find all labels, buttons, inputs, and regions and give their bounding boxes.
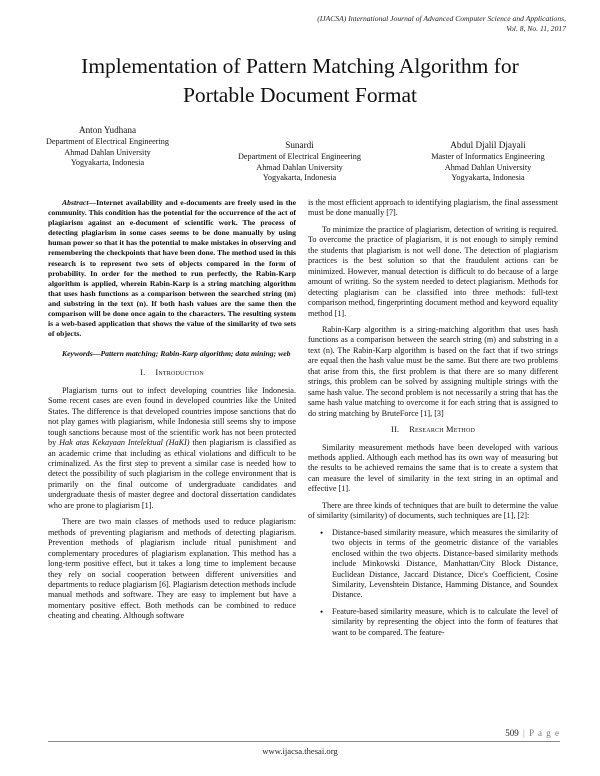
section-title: Introduction — [155, 368, 204, 378]
page-word: P a g e — [529, 728, 560, 738]
author-department: Department of Electrical Engineering — [238, 152, 361, 162]
author-department: Master of Informatics Engineering — [431, 152, 545, 162]
section-heading-research-method — [308, 425, 558, 435]
title-line-2: Portable Document Format — [182, 83, 418, 107]
method-paragraph-2: There are three kinds of techniques that are built to determine the value of similarity (similarity) of documents, such techniques are [1], [2]: — [308, 500, 558, 521]
left-column — [48, 198, 296, 628]
journal-volume: Vol. 8, No. 11, 2017 — [506, 24, 566, 33]
text-run: Plagiarism turns out to infect developing countries like Indonesia. Some recent cases are even found in developed countries like the United States. The difference is that developed countries impose sanctions that do not play games with plagiarism, while Indonesia still seems shy to impose tough sanctions because most of the scientific work has not been protected by — [48, 385, 296, 448]
intro-paragraph-4: To minimize the practice of plagiarism, detection of writing is required. To overcome the practice of plagiarism, it is not enough to simply remind the students that plagiarism is not well done. The detection of plagiarism practices is the best solution so that the fraudulent actions can be minimized. However, manual detection is difficult to do because of a large amount of writing. So the system needed to detect plagiarism. Methods for detecting plagiarism can be classified into three methods: full-text comparison method, fingerprinting document method and keyword equality method [1]. — [308, 224, 558, 318]
keywords-label: Keywords — [62, 349, 93, 359]
intro-paragraph-3: is the most efficient approach to identifying plagiarism, the final assessment must be done manually [7]. — [308, 198, 558, 218]
journal-name: (IJACSA) International Journal of Advanced Computer Science and Applications, — [317, 14, 566, 23]
page-number: 509 — [505, 728, 519, 738]
abstract — [48, 198, 296, 339]
italic-term: Hak atas Kekayaan Intelektual (HaKI) — [59, 438, 190, 448]
author-university: Ahmad Dahlan University — [444, 162, 532, 172]
technique-list — [308, 528, 558, 639]
author-name: Abdul Djalil Djayali — [450, 140, 526, 150]
paper-title — [30, 52, 570, 110]
author-block-3 — [398, 140, 578, 184]
author-city: Yogyakarta, Indonesia — [70, 158, 145, 168]
section-number: II. — [390, 425, 400, 435]
intro-paragraph-5: Rabin-Karp algorithm is a string-matching algorithm that uses hash functions as a comparison between the search string (m) and substring in a text (n). The Rabin-Karp algorithm is based on the fact that if two strings are equal then the hash value must be the same. But there are two problems that arise from this, the first problem is that there are so many different strings, this problem can be solved by assigning multiple strings with the same hash value. The second problem is not necessarily a string that has the same hash value matching to overcome it for each string that is assigned to do string matching by BruteForce [1], [3] — [308, 324, 558, 418]
page-number-label — [440, 728, 560, 738]
section-title: Research Method — [409, 425, 476, 435]
text-run: then plagiarism is classified as an academic crime that including as ethical violations and difficult to be criminalized. As the first step to prevent a similar case is needed how to detect the possibility of such plagiarism in the college environment that is primarily on the final outcome of undergraduate candidates and undergraduate thesis of master degree and doctoral dissertation candidates who are prone to plagiarism [1]. — [48, 438, 297, 510]
author-city: Yogyakarta, Indonesia — [262, 173, 337, 183]
title-line-1: Implementation of Pattern Matching Algorithm for — [81, 54, 519, 78]
intro-paragraph-1 — [48, 386, 296, 511]
author-name: Anton Yudhana — [78, 125, 137, 135]
author-university: Ahmad Dahlan University — [64, 147, 151, 157]
bullet-icon: • — [320, 606, 324, 617]
list-item-text: Distance-based similarity measure, which measures the similarity of two objects in terms of the geometric distance of the variables enclosed within the two objects. Distance-based similarity methods include Minkowski Distance, Manhattan/City Block Distance, Euclidean Distance, Jaccard Distance, Dice's Coefficient, Cosine Similarity, Levenshtein Distance, Hamming Distance, and Soundex Distance. — [332, 527, 558, 600]
list-item-text: Feature-based similarity measure, which is to calculate the level of similarity by representing the object into the form of features that want to be compared. The feature- — [332, 606, 558, 637]
journal-header — [146, 14, 566, 34]
footer-divider — [48, 741, 560, 742]
author-block-2 — [212, 140, 387, 184]
abstract-text: —Internet availability and e-documents are freely used in the community. This condition has the potential for the occurrence of the act of plagiarism against an e-document of scientific work. The process of detecting plagiarism in some cases seems to be done manually by using human power so that it has the potential to make mistakes in observing and remembering the checkpoints that have been done. The method used in this research is to represent two sets of objects compared in the form of probability. In order for the method to run perfectly, the Rabin-Karp algorithm is applied, wherein Rabin-Karp is a string matching algorithm that uses hash functions as a comparison between the searched string (m) and substring in the text (n). If both hash values are the same then the comparison will be done once again to the characters. The resulting system is a web-based application that shows the value of the similarity of two sets of objects. — [48, 198, 296, 339]
author-name: Sunardi — [285, 140, 314, 150]
abstract-label: Abstract — [62, 198, 89, 207]
right-column — [308, 198, 558, 644]
section-number: I. — [140, 368, 146, 378]
list-item — [320, 527, 558, 601]
author-city: Yogyakarta, Indonesia — [451, 173, 525, 183]
section-heading-introduction — [48, 368, 296, 378]
author-department: Department of Electrical Engineering — [46, 137, 169, 147]
author-university: Ahmad Dahlan University — [256, 162, 343, 172]
author-block-1 — [20, 125, 195, 169]
list-item — [320, 606, 558, 638]
keywords-text: —Pattern matching; Rabin-Karp algorithm; data mining; web — [92, 349, 291, 359]
journal-url: www.ijacsa.thesai.org — [262, 746, 338, 756]
keywords — [48, 349, 296, 359]
intro-paragraph-2: There are two main classes of methods used to reduce plagiarism: methods of preventing plagiarism and methods of detecting plagiarism. Prevention methods of plagiarism include ritual punishment and complementary procedures of plagiarism explanation. This method has a long-term positive effect, but it takes a long time to implement because they rely on social cooperation between different universities and departments to reduce plagiarism [6]. Plagiarism detection methods include manual methods and software. They are easy to implement but have a momentary positive effect. Both methods can be combined to reduce cheating and cheating. Although software — [48, 517, 296, 621]
bullet-icon: • — [320, 527, 324, 538]
method-paragraph-1: Similarity measurement methods have been developed with various methods applied. Although each method has its own way of measuring but the results to be achieved remains the same that is to create a system that can measure the level of similarity in the text string in an optimal and effective [1]. — [308, 442, 558, 494]
page-separator: | — [523, 728, 525, 738]
